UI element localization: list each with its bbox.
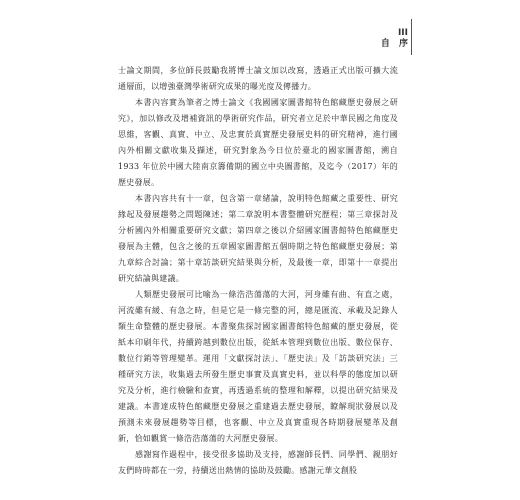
paragraph-book-origin: 本書內容實為筆者之博士論文《我國國家圖書館特色館藏歷史發展之研究》，加以修改及增補資訊的學術研究作品，研究者立足於中華民國之角度及思維，客觀、真實、中立、及忠實於真實歷史發展史料的研究精神，進行國內外相關文獻收集及擷述，研究對象為今日位於臺北的國家圖書館，溯自 1933 年位於中國大陸南京籌備期的國立中央圖書館，及迄今（2017）年的歷史發展。: [118, 98, 398, 187]
paragraph-chapter-outline: 本書內容共有十一章，包含第一章緒論，說明特色館藏之重要性、研究緣起及發展趨勢之問題陳述；第二章說明本書整體研究歷程；第三章探討及分析國內外相關重要研究文獻；第四章之後以介紹國家圖書館特色館藏歷史發展為主體，包含之後的五章國家圖書館五個時期之特色館藏歷史發展；第九章綜合討論；第十章訪談研究結果與分析，及最後一章，即第十一章提出研究結論與建議。: [118, 194, 398, 283]
header-vertical-rule: [411, 19, 412, 55]
paragraph-acknowledgements: 感謝寫作過程中，接受很多協助及支持，感謝師長們、同學們、親朋好友們時時都在一旁，持續送出熱情的協助及鼓勵。感謝元華文創股: [118, 450, 398, 475]
running-title: 自 序: [380, 39, 411, 49]
page-header: [380, 28, 411, 50]
paragraph-history-river: 人類歷史發展可比喻為一條浩浩蕩蕩的大河，河身雖有曲、有直之處，河流雖有緩、有急之時，但是它是一條完整的河，總是匯流、承載及記錄人類生命整體的歷史發展。本書聚焦探討國家圖書館特色館藏的歷史發展，從紙本印刷年代，持續跨越到數位出版，從紙本管理到數位出版、數位保存、數位行銷等管理變革。運用「文獻探討法」、「歷史法」及「訪談研究法」三種研究方法，收集過去所發生歷史事實及真實史料，並以科學的態度加以研究及分析，進行檢驗和查實，再透過系統的整理和解釋，以提出研究結果及建議。本書達成特色館藏歷史發展之重建過去歷史發展，瞭解現狀發展以及預測未來發展趨勢等目標，也客觀、中立及真實重現各時期發展變革及創新，恰如觀賞一條浩浩蕩蕩的大河歷史發展。: [118, 290, 398, 443]
page-number: III: [397, 28, 408, 38]
body-text: [118, 63, 398, 479]
paragraph-continuation: 士論文期間，多位師長鼓勵我將博士論文加以改寫，透過正式出版可擴大流通層面，以增強臺灣學術研究成果的曝光度及傳播力。: [118, 66, 398, 91]
